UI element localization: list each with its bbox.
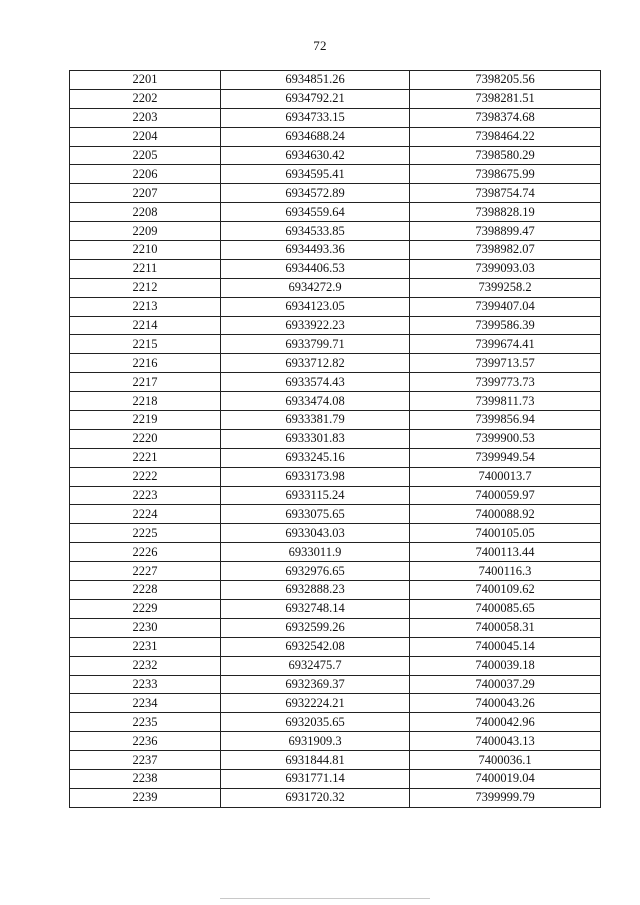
x-coordinate-cell: 6933301.83 [221,429,410,448]
x-coordinate-cell: 6934595.41 [221,165,410,184]
point-number-cell: 2238 [70,769,221,788]
x-coordinate-cell: 6931771.14 [221,769,410,788]
x-coordinate-cell: 6931909.3 [221,732,410,751]
x-coordinate-cell: 6932542.08 [221,637,410,656]
table-row [70,335,601,354]
table-row [70,732,601,751]
table-row [70,486,601,505]
y-coordinate-cell: 7399093.03 [410,259,601,278]
x-coordinate-cell: 6934688.24 [221,127,410,146]
y-coordinate-cell: 7399900.53 [410,429,601,448]
table-row [70,618,601,637]
table-row [70,392,601,411]
y-coordinate-cell: 7400013.7 [410,467,601,486]
y-coordinate-cell: 7399586.39 [410,316,601,335]
point-number-cell: 2207 [70,184,221,203]
point-number-cell: 2236 [70,732,221,751]
table-row [70,524,601,543]
table-row [70,89,601,108]
point-number-cell: 2211 [70,259,221,278]
point-number-cell: 2203 [70,108,221,127]
y-coordinate-cell: 7400085.65 [410,599,601,618]
y-coordinate-cell: 7398464.22 [410,127,601,146]
point-number-cell: 2232 [70,656,221,675]
x-coordinate-cell: 6934733.15 [221,108,410,127]
point-number-cell: 2220 [70,429,221,448]
y-coordinate-cell: 7398899.47 [410,222,601,241]
y-coordinate-cell: 7400059.97 [410,486,601,505]
point-number-cell: 2209 [70,222,221,241]
table-row [70,241,601,260]
point-number-cell: 2239 [70,788,221,807]
table-row [70,769,601,788]
x-coordinate-cell: 6934572.89 [221,184,410,203]
point-number-cell: 2225 [70,524,221,543]
point-number-cell: 2234 [70,694,221,713]
table-row [70,675,601,694]
table-row [70,354,601,373]
x-coordinate-cell: 6932976.65 [221,562,410,581]
y-coordinate-cell: 7399811.73 [410,392,601,411]
point-number-cell: 2218 [70,392,221,411]
x-coordinate-cell: 6933474.08 [221,392,410,411]
x-coordinate-cell: 6934533.85 [221,222,410,241]
table-row [70,751,601,770]
point-number-cell: 2223 [70,486,221,505]
y-coordinate-cell: 7400045.14 [410,637,601,656]
table-row [70,505,601,524]
table-row [70,448,601,467]
point-number-cell: 2231 [70,637,221,656]
point-number-cell: 2205 [70,146,221,165]
table-row [70,108,601,127]
x-coordinate-cell: 6934559.64 [221,203,410,222]
table-row [70,694,601,713]
point-number-cell: 2214 [70,316,221,335]
table-row [70,203,601,222]
table-row [70,581,601,600]
x-coordinate-cell: 6934630.42 [221,146,410,165]
y-coordinate-cell: 7399674.41 [410,335,601,354]
x-coordinate-cell: 6934123.05 [221,297,410,316]
y-coordinate-cell: 7399949.54 [410,448,601,467]
x-coordinate-cell: 6932599.26 [221,618,410,637]
y-coordinate-cell: 7400088.92 [410,505,601,524]
point-number-cell: 2213 [70,297,221,316]
table-row [70,656,601,675]
table-row [70,222,601,241]
table-row [70,637,601,656]
x-coordinate-cell: 6934851.26 [221,71,410,90]
table-row [70,467,601,486]
x-coordinate-cell: 6934406.53 [221,259,410,278]
x-coordinate-cell: 6932035.65 [221,713,410,732]
y-coordinate-cell: 7398675.99 [410,165,601,184]
x-coordinate-cell: 6933173.98 [221,467,410,486]
x-coordinate-cell: 6933075.65 [221,505,410,524]
point-number-cell: 2217 [70,373,221,392]
x-coordinate-cell: 6933011.9 [221,543,410,562]
x-coordinate-cell: 6934493.36 [221,241,410,260]
table-row [70,184,601,203]
x-coordinate-cell: 6931720.32 [221,788,410,807]
y-coordinate-cell: 7399258.2 [410,278,601,297]
point-number-cell: 2228 [70,581,221,600]
table-row [70,373,601,392]
table-row [70,297,601,316]
y-coordinate-cell: 7398374.68 [410,108,601,127]
point-number-cell: 2227 [70,562,221,581]
point-number-cell: 2208 [70,203,221,222]
y-coordinate-cell: 7400043.13 [410,732,601,751]
point-number-cell: 2210 [70,241,221,260]
table-row [70,562,601,581]
x-coordinate-cell: 6934272.9 [221,278,410,297]
x-coordinate-cell: 6933245.16 [221,448,410,467]
table-row [70,543,601,562]
y-coordinate-cell: 7400042.96 [410,713,601,732]
table-row [70,788,601,807]
point-number-cell: 2215 [70,335,221,354]
point-number-cell: 2224 [70,505,221,524]
y-coordinate-cell: 7400039.18 [410,656,601,675]
y-coordinate-cell: 7400037.29 [410,675,601,694]
y-coordinate-cell: 7398580.29 [410,146,601,165]
coordinates-table-body [70,71,601,808]
table-row [70,429,601,448]
point-number-cell: 2216 [70,354,221,373]
page-number: 72 [313,38,327,53]
point-number-cell: 2202 [70,89,221,108]
y-coordinate-cell: 7400109.62 [410,581,601,600]
table-row [70,316,601,335]
y-coordinate-cell: 7399999.79 [410,788,601,807]
point-number-cell: 2219 [70,411,221,430]
y-coordinate-cell: 7398281.51 [410,89,601,108]
y-coordinate-cell: 7398828.19 [410,203,601,222]
y-coordinate-cell: 7399407.04 [410,297,601,316]
scan-edge-line [220,898,430,899]
y-coordinate-cell: 7399773.73 [410,373,601,392]
x-coordinate-cell: 6933712.82 [221,354,410,373]
x-coordinate-cell: 6933799.71 [221,335,410,354]
y-coordinate-cell: 7398754.74 [410,184,601,203]
table-row [70,713,601,732]
point-number-cell: 2229 [70,599,221,618]
x-coordinate-cell: 6933381.79 [221,411,410,430]
point-number-cell: 2233 [70,675,221,694]
y-coordinate-cell: 7398205.56 [410,71,601,90]
point-number-cell: 2204 [70,127,221,146]
y-coordinate-cell: 7400116.3 [410,562,601,581]
y-coordinate-cell: 7400019.04 [410,769,601,788]
table-row [70,146,601,165]
table-row [70,278,601,297]
table-row [70,165,601,184]
y-coordinate-cell: 7399856.94 [410,411,601,430]
y-coordinate-cell: 7400113.44 [410,543,601,562]
table-row [70,71,601,90]
x-coordinate-cell: 6934792.21 [221,89,410,108]
table-row [70,599,601,618]
x-coordinate-cell: 6932224.21 [221,694,410,713]
point-number-cell: 2237 [70,751,221,770]
table-row [70,259,601,278]
x-coordinate-cell: 6931844.81 [221,751,410,770]
x-coordinate-cell: 6933922.23 [221,316,410,335]
x-coordinate-cell: 6932475.7 [221,656,410,675]
point-number-cell: 2226 [70,543,221,562]
y-coordinate-cell: 7400058.31 [410,618,601,637]
x-coordinate-cell: 6932888.23 [221,581,410,600]
x-coordinate-cell: 6932369.37 [221,675,410,694]
point-number-cell: 2235 [70,713,221,732]
x-coordinate-cell: 6932748.14 [221,599,410,618]
y-coordinate-cell: 7400043.26 [410,694,601,713]
table-row [70,411,601,430]
coordinates-table [69,70,601,808]
point-number-cell: 2212 [70,278,221,297]
x-coordinate-cell: 6933043.03 [221,524,410,543]
x-coordinate-cell: 6933574.43 [221,373,410,392]
point-number-cell: 2230 [70,618,221,637]
point-number-cell: 2206 [70,165,221,184]
point-number-cell: 2201 [70,71,221,90]
point-number-cell: 2222 [70,467,221,486]
x-coordinate-cell: 6933115.24 [221,486,410,505]
table-row [70,127,601,146]
point-number-cell: 2221 [70,448,221,467]
y-coordinate-cell: 7398982.07 [410,241,601,260]
y-coordinate-cell: 7400105.05 [410,524,601,543]
y-coordinate-cell: 7400036.1 [410,751,601,770]
y-coordinate-cell: 7399713.57 [410,354,601,373]
